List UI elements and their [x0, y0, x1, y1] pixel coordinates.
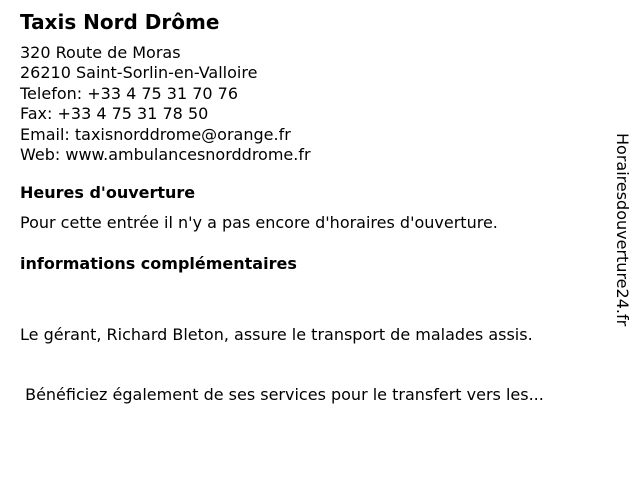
additional-info-text — [20, 285, 544, 425]
phone-number: Telefon: +33 4 75 31 70 76 — [20, 83, 239, 103]
website-url: Web: www.ambulancesnorddrome.fr — [20, 145, 311, 165]
additional-info-line: Le gérant, Richard Bleton, assure le transport de malades assis. — [20, 325, 533, 344]
email-address: Email: taxisnorddrome@orange.fr — [20, 124, 291, 144]
address-city: 26210 Saint-Sorlin-en-Valloire — [20, 63, 258, 83]
fax-number: Fax: +33 4 75 31 78 50 — [20, 104, 209, 124]
contact-block — [20, 43, 311, 165]
business-name: Taxis Nord Drôme — [20, 10, 220, 34]
address-street: 320 Route de Moras — [20, 43, 181, 62]
opening-hours-text: Pour cette entrée il n'y a pas encore d'horaires d'ouverture. — [20, 213, 498, 232]
side-brand-label: Horairesdouverture24.fr — [613, 133, 632, 327]
additional-info-line: Bénéficiez également de ses services pour le transfert vers les... — [20, 385, 544, 404]
additional-info-heading: informations complémentaires — [20, 254, 297, 273]
opening-hours-heading: Heures d'ouverture — [20, 183, 196, 202]
